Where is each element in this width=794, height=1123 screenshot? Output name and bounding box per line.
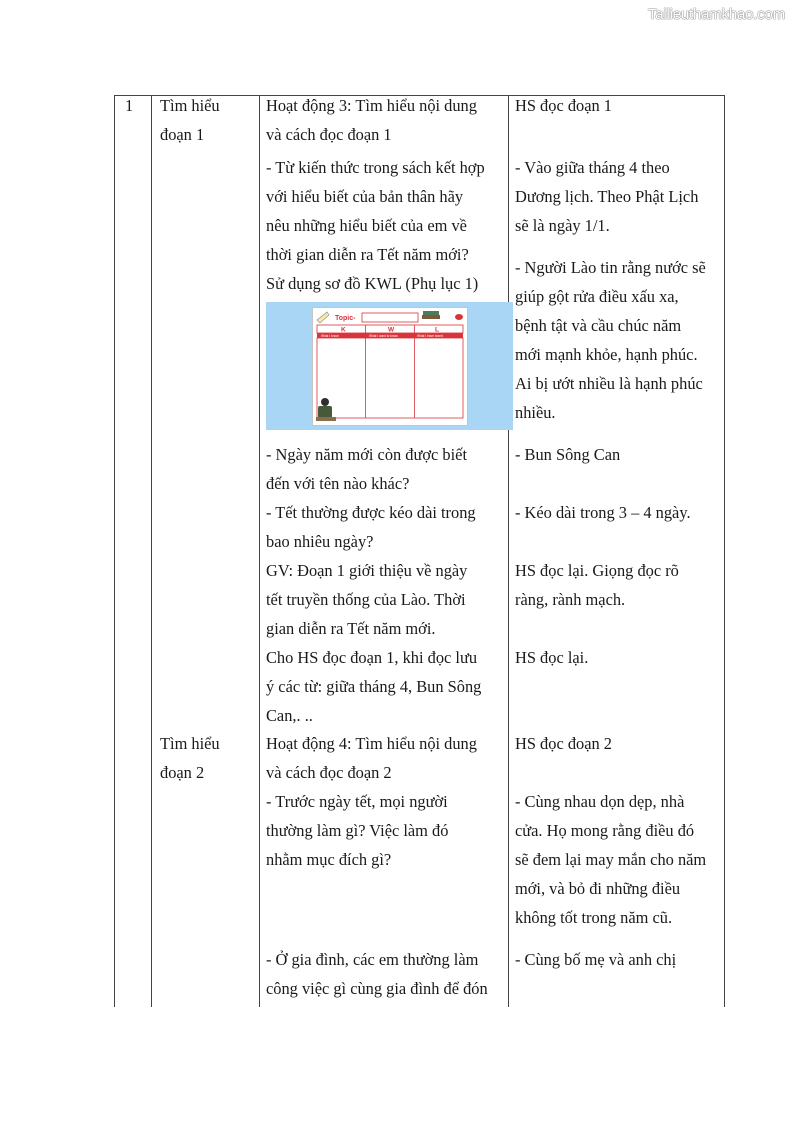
section2-answer2: - Cùng bố mẹ và anh chị (515, 950, 677, 969)
section1-question3: - Tết thường được kéo dài trong bao nhiêu ngày? (266, 503, 476, 551)
section2-activity-response: HS đọc đoạn 2 (515, 734, 612, 753)
section1-question1: - Từ kiến thức trong sách kết hợp với hiểu biết của bản thân hãy nêu những hiểu biết của em về thời gian diễn ra Tết năm mới? Sử dụng sơ đồ KWL (Phụ lục 1) (266, 158, 485, 293)
kwl-sheet (312, 307, 468, 426)
section1-reading-instruction: Cho HS đọc đoạn 1, khi đọc lưu ý các từ: giữa tháng 4, Bun Sông Can,. .. (266, 648, 482, 725)
section1-question2: - Ngày năm mới còn được biết đến với tên nào khác? (266, 445, 468, 493)
section2-question1: - Trước ngày tết, mọi người thường làm gì? Việc làm đó nhằm mục đích gì? (266, 792, 449, 869)
section2-question2: - Ở gia đình, các em thường làm công việc gì cùng gia đình để đón (266, 950, 488, 998)
kwl-drawing (313, 308, 467, 425)
section1-answer3: - Kéo dài trong 3 – 4 ngày. (515, 503, 691, 522)
row-number: 1 (125, 96, 134, 115)
section1-answer1b: - Người Lào tin rằng nước sẽ giúp gột rửa điều xấu xa, bệnh tật và cầu chúc năm mới mạnh khỏe, hạnh phúc. Ai bị ướt nhiều là hạnh phúc nhiều. (515, 258, 706, 422)
column-divider-1 (151, 95, 152, 1007)
section1-teacher-note: GV: Đoạn 1 giới thiệu về ngày tết truyền thống của Lào. Thời gian diễn ra Tết năm mới. (266, 561, 468, 638)
kwl-topic-field (362, 313, 418, 322)
section1-activity: Hoạt động 3: Tìm hiểu nội dung và cách đọc đoạn 1 (266, 96, 477, 144)
section2-title: Tìm hiểu đoạn 2 (160, 734, 220, 782)
kwl-column-w: W (388, 326, 395, 334)
section1-teacher-response: HS đọc lại. Giọng đọc rõ ràng, rành mạch. (515, 561, 679, 609)
column-divider-3 (508, 95, 509, 1007)
kwl-column-k: K (341, 326, 346, 334)
pencil-icon (317, 312, 329, 323)
section2-activity: Hoạt động 4: Tìm hiểu nội dung và cách đọc đoạn 2 (266, 734, 477, 782)
lips-icon (455, 314, 463, 320)
section1-answer1a: - Vào giữa tháng 4 theo Dương lịch. Theo Phật Lịch sẽ là ngày 1/1. (515, 158, 699, 235)
section1-reading-response: HS đọc lại. (515, 648, 589, 667)
kwl-topic-label: Topic- (335, 315, 356, 322)
watermark: Tailieuthamkhao.com (647, 6, 785, 23)
section1-answer2: - Bun Sông Can (515, 445, 621, 464)
section1-title: Tìm hiểu đoạn 1 (160, 96, 220, 144)
student-reading-icon (316, 398, 336, 421)
section1-activity-response: HS đọc đoạn 1 (515, 96, 612, 115)
kwl-column-l: L (435, 326, 439, 334)
kwl-chart-image (266, 302, 513, 430)
section2-answer1: - Cùng nhau dọn dẹp, nhà cửa. Họ mong rằng điều đó sẽ đem lại may mắn cho năm mới, và bỏ đi những điều không tốt trong năm cũ. (515, 792, 707, 927)
books-icon (422, 315, 440, 319)
kwl-subheader-learnt: What I have learnt (417, 334, 443, 338)
kwl-subheader-know: What I know (321, 334, 339, 338)
kwl-subheader-want: What I want to know (369, 334, 398, 338)
column-divider-2 (259, 95, 260, 1007)
